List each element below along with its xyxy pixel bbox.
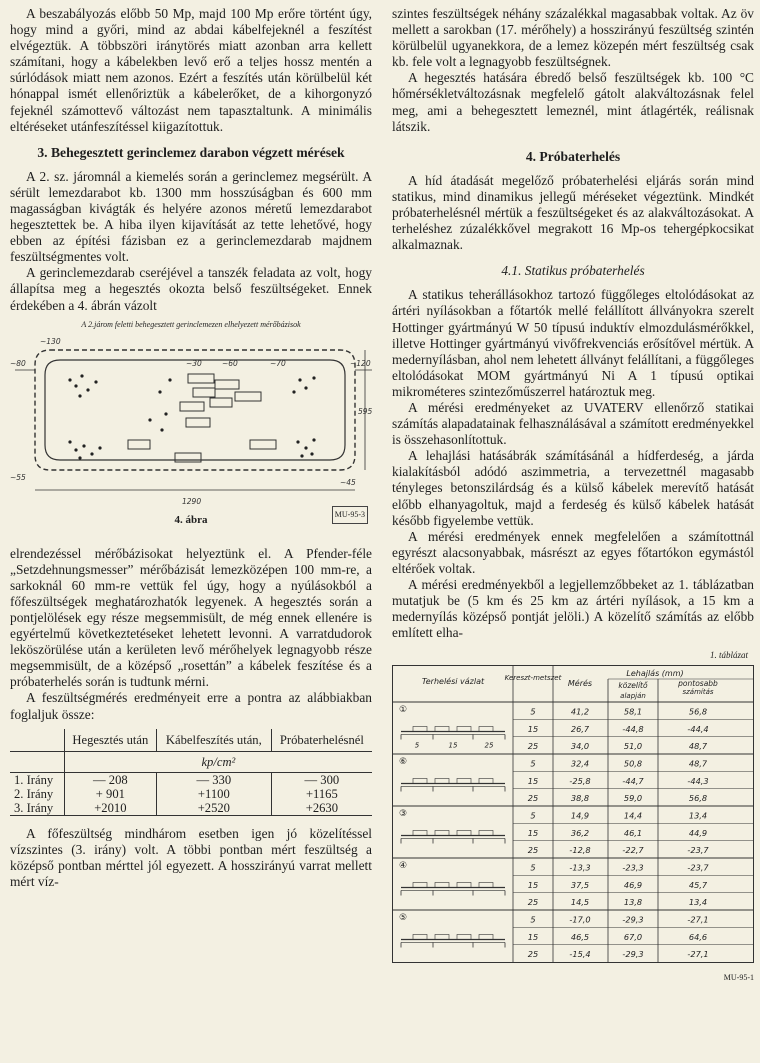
table-cell: 46,5 bbox=[570, 932, 590, 943]
sketch-label: 25 bbox=[484, 741, 494, 750]
table-cell: 25 bbox=[527, 845, 539, 856]
paragraph: A feszültségmérés eredményeit erre a pontra az alábbiakban foglaljuk össze: bbox=[10, 690, 372, 722]
table-id: MU-95-1 bbox=[723, 972, 754, 982]
load-mark: ⑥ bbox=[399, 757, 408, 768]
dim-label: ~120 bbox=[350, 358, 371, 368]
table-cell: 13,8 bbox=[623, 897, 643, 908]
table-row: 2. Irány + 901 +1100 +1165 bbox=[10, 787, 372, 801]
table-cell: 44,9 bbox=[688, 828, 708, 839]
paragraph: A főfeszültség mindhárom esetben igen jó közelítéssel vízszintes (3. irány) volt. A többi pontban mért feszültség a középső pontban mérttel jól egyezett. A hosszirányú varrat mellett mért víz- bbox=[10, 825, 372, 889]
table-cell: -13,3 bbox=[569, 862, 591, 873]
table-cell: -15,4 bbox=[569, 949, 591, 960]
truck-load-mark bbox=[413, 935, 427, 940]
table-cell: -44,4 bbox=[687, 724, 709, 735]
paragraph: A statikus teherállásokhoz tartozó függőleges eltolódásokat az ártéri nyílásokban a főtartók mellé felállított állványokra szerelt Hottinger gyártmányú W 50 típusú induktív elmozdulásmérőkkel, illetve Hottinger gyártmányú vivőfrekvenciás erősítővel mértük. A medernyílásban, ahol nem lehetett állványt felállítani, a függőleges eltolódásokat MOM gyártmányú Ni A 1 típusú optikai mikrométeres szintezőműszerrel határoztuk meg. bbox=[392, 287, 754, 399]
paragraph: A híd átadását megelőző próbaterhelési eljárás során mind statikus, mind dinamikus jellegű méréseket végeztünk. Mindkét próbaterhelésnél mértük a feszültségeket és az alakváltozásokat. A terheléshez zúzalékkővel megrakott 16 Mp-os tehergépkocsikat alkalmaznak. bbox=[392, 172, 754, 253]
paragraph: A mérési eredményekből a legjellemzőbbeket az 1. táblázatban mutatjuk be (5 km és 25 km az ártéri nyílások, a 15 km a medernyílás középső pontját jelöli.) A közelítő számítás az előbb említett elha- bbox=[392, 577, 754, 641]
left-column bbox=[10, 6, 372, 890]
table-cell: 56,8 bbox=[688, 793, 708, 804]
table-cell: 38,8 bbox=[570, 793, 590, 804]
table-cell: -22,7 bbox=[622, 845, 644, 856]
figure-label: 4. ábra bbox=[174, 513, 208, 526]
dim-label: 595 bbox=[358, 406, 372, 416]
load-mark: ④ bbox=[399, 861, 408, 872]
table-cell: -44,8 bbox=[622, 724, 644, 735]
subsection-heading: 4.1. Statikus próbaterhelés bbox=[501, 263, 645, 279]
table-header: Kábelfeszítés után, bbox=[156, 729, 271, 752]
figure-id: MU-95-3 bbox=[332, 506, 368, 524]
table-cell: 5 bbox=[530, 706, 536, 717]
table-row: 3. Irány +2010 +2520 +2630 bbox=[10, 801, 372, 816]
table-cell: -44,7 bbox=[622, 776, 644, 787]
table-header: Próbaterhelésnél bbox=[271, 729, 372, 752]
table-cell: -27,1 bbox=[687, 914, 709, 925]
sketch-label: 15 bbox=[448, 741, 458, 750]
figure-4 bbox=[10, 320, 372, 542]
stress-table bbox=[10, 729, 372, 816]
table-cell: 15 bbox=[527, 932, 539, 943]
dim-label: ~30 bbox=[186, 358, 202, 368]
table-header: Kereszt-metszet bbox=[504, 674, 562, 683]
truck-load-mark bbox=[479, 779, 493, 784]
table-cell: 64,6 bbox=[688, 932, 708, 943]
paragraph: A gerinclemezdarab cseréjével a tanszék feladata az volt, hogy állapítsa meg a hegesztés okozta belső feszültségeket. Ennek érdekében a 4. ábrán vázolt bbox=[10, 265, 372, 313]
table-cell: 48,7 bbox=[688, 741, 708, 752]
table-cell: 15 bbox=[527, 724, 539, 735]
table-cell: -44,3 bbox=[687, 776, 709, 787]
table-header: Terhelési vázlat bbox=[421, 677, 485, 687]
table-cell: 15 bbox=[527, 880, 539, 891]
dim-label: ~55 bbox=[10, 472, 26, 482]
table-cell: 13,4 bbox=[688, 810, 708, 821]
dim-label: 1290 bbox=[182, 496, 202, 506]
table-header: pontosabb bbox=[678, 679, 718, 689]
table-cell: 14,5 bbox=[570, 897, 590, 908]
dim-label: ~80 bbox=[10, 358, 26, 368]
table-cell: 51,0 bbox=[623, 741, 643, 752]
table-header: Mérés bbox=[567, 679, 593, 689]
truck-load-mark bbox=[413, 883, 427, 888]
table-cell: 32,4 bbox=[570, 758, 590, 769]
truck-load-mark bbox=[457, 727, 471, 732]
truck-load-mark bbox=[457, 831, 471, 836]
table-cell: 56,8 bbox=[688, 706, 708, 717]
table-cell: -25,8 bbox=[569, 776, 591, 787]
table-cell: -17,0 bbox=[569, 914, 591, 925]
table-cell: 5 bbox=[530, 914, 536, 925]
table-cell: -27,1 bbox=[687, 949, 709, 960]
dim-label: ~45 bbox=[340, 477, 356, 487]
table-cell: -23,7 bbox=[687, 862, 709, 873]
truck-load-mark bbox=[479, 935, 493, 940]
table-cell: 25 bbox=[527, 897, 539, 908]
figure-drawing bbox=[10, 330, 372, 510]
table-unit: kp/cm² bbox=[64, 751, 372, 772]
table-cell: 14,4 bbox=[623, 810, 643, 821]
table-cell: -12,8 bbox=[569, 845, 591, 856]
table-cell: 50,8 bbox=[623, 758, 643, 769]
table-cell: 46,9 bbox=[623, 880, 643, 891]
table-cell: 59,0 bbox=[623, 793, 643, 804]
table-cell: 37,5 bbox=[570, 880, 590, 891]
paragraph: elrendezéssel mérőbázisokat helyeztünk el. A Pfender-féle „Setzdehnungsmesser” mérőbázisát lemezközépen 100 mm-re, a sarkoknál 60 mm-re vettük fel úgy, hogy a nyúlásokból a főfeszültségek meghatározhatók legyenek. A hegesztés során a pontjelölések egy része megsemmisült, de még ennek ellenére is egyértelmű következtetéseket lehetett levonni. A varratdudorok leköszörülése után a kerületen levő mérőhelyek legnagyobb része megsemmisült, de a középső „rosettán” a kábelek feszítése és a próbaterhelés során is tudtunk mérni. bbox=[10, 545, 372, 690]
table-cell: 14,9 bbox=[570, 810, 590, 821]
table-row: 1. Irány — 208 — 330 — 300 bbox=[10, 772, 372, 787]
table-cell: 48,7 bbox=[688, 758, 708, 769]
table-cell: 34,0 bbox=[570, 741, 590, 752]
sketch-label: 5 bbox=[414, 741, 420, 750]
truck-load-mark bbox=[435, 727, 449, 732]
table-cell: 46,1 bbox=[623, 828, 643, 839]
dim-label: ~130 bbox=[40, 336, 61, 346]
paragraph: A lehajlási hatásábrák számításánál a hídferdeség, a járda kialakításból adódó aszimmetria, a tervezettnél magasabb tényleges betonszilárdság és a külső kábelek merevítő hatását előbb elhanyagoltuk, majd a ferdeség és külső kábelek hatását később figyelembe vettük. bbox=[392, 448, 754, 528]
table-cell: 25 bbox=[527, 949, 539, 960]
table-cell: 5 bbox=[530, 862, 536, 873]
table-cell: 25 bbox=[527, 793, 539, 804]
load-mark: ③ bbox=[399, 809, 408, 820]
figure-caption-top: A 2.járom feletti behegesztett gerinclemezen elhelyezett mérőbázisok bbox=[81, 319, 301, 329]
table-header: Hegesztés után bbox=[64, 729, 156, 752]
truck-load-mark bbox=[457, 883, 471, 888]
table-header: számítás bbox=[682, 688, 714, 697]
table-header: Lehajlás (mm) bbox=[626, 669, 684, 679]
truck-load-mark bbox=[435, 831, 449, 836]
table-cell: -29,3 bbox=[622, 914, 644, 925]
dim-label: ~70 bbox=[270, 358, 286, 368]
table-header: közelítő bbox=[618, 681, 648, 691]
truck-load-mark bbox=[413, 831, 427, 836]
truck-load-mark bbox=[479, 883, 493, 888]
table-header: alapján bbox=[620, 692, 646, 701]
truck-load-mark bbox=[479, 831, 493, 836]
table-label: 1. táblázat bbox=[709, 650, 748, 661]
truck-load-mark bbox=[435, 779, 449, 784]
truck-load-mark bbox=[413, 727, 427, 732]
load-mark: ① bbox=[399, 705, 408, 716]
truck-load-mark bbox=[435, 935, 449, 940]
table-cell: 58,1 bbox=[623, 706, 643, 717]
section-heading: 4. Próbaterhelés bbox=[525, 148, 621, 164]
table-cell: 5 bbox=[530, 758, 536, 769]
section-heading: 3. Behegesztett gerinclemez darabon végzett mérések bbox=[37, 144, 345, 160]
table-cell: 26,7 bbox=[570, 724, 590, 735]
deflection-table bbox=[392, 665, 754, 963]
table-cell: 45,7 bbox=[688, 880, 708, 891]
table-cell: 13,4 bbox=[688, 897, 708, 908]
load-mark: ⑤ bbox=[399, 913, 408, 924]
paragraph: A 2. sz. járomnál a kiemelés során a gerinclemez megsérült. A sérült lemezdarabot kb. 1300 mm hosszúságban és 600 mm magasságban kivágták és helyére azonos méretű lemezdarabot hegesztettek be. A hiba ilyen kijavítását az tette lehetővé, hogy ebben az építési fázisban ez a gerinclemezdarab majdnem feszültségmentes volt. bbox=[10, 168, 372, 265]
table-cell: 67,0 bbox=[623, 932, 643, 943]
table-cell: 36,2 bbox=[570, 828, 590, 839]
paragraph: A hegesztés hatására ébredő belső feszültségek kb. 100 °C hőmérsékletváltozásnak megfelelő gátolt alakváltozásnak felel meg, ami a behegesztett lemeznél, mint átlagérték, reálisnak látszik. bbox=[392, 70, 754, 134]
truck-load-mark bbox=[457, 935, 471, 940]
table-cell: 41,2 bbox=[570, 706, 590, 717]
table-cell: -23,7 bbox=[687, 845, 709, 856]
truck-load-mark bbox=[457, 779, 471, 784]
table-cell: -29,3 bbox=[622, 949, 644, 960]
table-cell: 15 bbox=[527, 776, 539, 787]
table-cell: 15 bbox=[527, 828, 539, 839]
paragraph: szintes feszültségek néhány százalékkal magasabbak voltak. Az öv mellett a sarokban (17. mérőhely) a hosszirányú feszültség szintén körülbelül ugyanekkora, de a lemez közepén mért feszültség csak kb. fele volt a legnagyobb feszültségnek. bbox=[392, 6, 754, 70]
truck-load-mark bbox=[435, 883, 449, 888]
paragraph: A mérési eredmények ennek megfelelően a számítottnál egyrészt alacsonyabbak, másrészt az egyes főtartókon egymástól eltérőek voltak. bbox=[392, 528, 754, 576]
table-cell: 25 bbox=[527, 741, 539, 752]
paragraph: A mérési eredményeket az UVATERV ellenőrző statikai számítás alapadatainak felhasználásával a számított eredményekkel is összehasonlítottuk. bbox=[392, 399, 754, 448]
paragraph: A beszabályozás előbb 50 Mp, majd 100 Mp erőre történt úgy, hogy mind a győri, mind az abdai kábelfejeknél a feszítést elvégeztük. A többszöri iránytörés miatt azonban arra kellett számítani, hogy a kábelekben levő erő a teljes hossz mentén a súrlódások miatt nem azonos. Ezért a feszítés után körülbelül két hónappal ismét ellenőriztük a kábelerőket, de a kihorgonyzó fejeknél számottevő változást nem tapasztaltunk. A minimális eltéréseket utánfeszítéssel kiigazítottuk. bbox=[10, 6, 372, 134]
right-column bbox=[392, 6, 754, 986]
table-header bbox=[10, 729, 64, 752]
truck-load-mark bbox=[413, 779, 427, 784]
table-cell: -23,3 bbox=[622, 862, 644, 873]
dim-label: ~60 bbox=[222, 358, 238, 368]
table-cell: 5 bbox=[530, 810, 536, 821]
truck-load-mark bbox=[479, 727, 493, 732]
